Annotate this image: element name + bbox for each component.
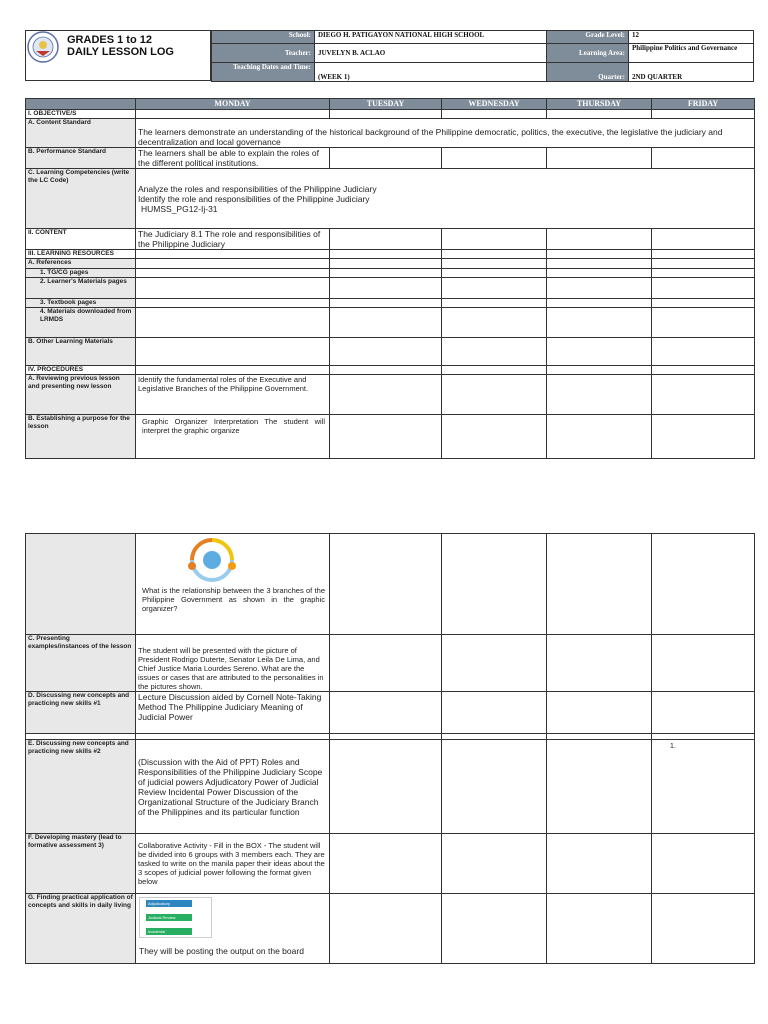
discussing-concepts-1-label: D. Discussing new concepts and practicing new skills #1 [26,692,136,734]
corner-cell [26,99,136,110]
content-standard-text: The learners demonstrate an understanding of the historical background of the Philippine democratic, politics, the executive, the legislative the judiciary and decentralization and local governance [136,119,755,148]
developing-mastery-text: Collaborative Activity - Fill in the BOX - The student will be divided into 6 groups with 3 members each. They are tasked to write on the manila paper their ideas about the 3 scopes of judicial power following the format given below [136,834,330,894]
content-standard-label: A. Content Standard [26,119,136,148]
dates-label: Teaching Dates and Time: [212,63,315,82]
title-line-1: GRADES 1 to 12 [67,34,152,46]
lesson-info-table [211,30,754,82]
page-title [67,34,174,58]
teacher-label: Teacher: [212,44,315,63]
quarter-value: 2ND QUARTER [629,63,754,82]
school-label: School: [212,31,315,44]
grade-label: Grade Level: [547,31,629,44]
textbook-pages-label: 3. Textbook pages [26,299,136,308]
establishing-purpose-text: Graphic Organizer Interpretation The student will interpret the graphic organize [136,415,330,459]
friday-item-number: 1. [652,740,755,834]
learning-competencies-text [136,169,755,229]
fill-box-incidental: Incidental [146,928,192,935]
practical-application-cell [136,894,330,964]
learners-materials-label: 2. Learner's Materials pages [26,278,136,299]
day-tuesday: TUESDAY [330,99,442,110]
procedures-heading: IV. PROCEDURES [26,366,136,375]
deped-seal-icon [27,31,59,63]
presenting-examples-label: C. Presenting examples/instances of the lesson [26,635,136,692]
competency-code: HUMSS_PG12-Ij-31 [141,203,218,214]
grade-value: 12 [629,31,754,44]
graphic-organizer-image [182,536,242,584]
competency-1: Analyze the roles and responsibilities of the Philippine Judiciary [138,183,377,194]
fill-box-adjudicatory: Adjudicatory [146,900,192,907]
tg-cg-pages-label: 1. TG/CG pages [26,269,136,278]
resources-heading: III. LEARNING RESOURCES [26,250,136,259]
dates-value: (WEEK 1) [315,63,547,82]
daily-lesson-table [25,98,755,459]
objectives-heading: I. OBJECTIVE/S [26,110,136,119]
establishing-purpose-label: B. Establishing a purpose for the lesson [26,415,136,459]
practical-application-text: They will be posting the output on the board [139,946,304,956]
discussing-concepts-1-text: Lecture Discussion aided by Cornell Note-Taking Method The Philippine Judiciary Meaning of Judicial Power [136,692,330,734]
school-value: DIEGO H. PATIGAYON NATIONAL HIGH SCHOOL [315,31,547,44]
content-heading: II. CONTENT [26,229,136,250]
quarter-label: Quarter: [547,63,629,82]
title-line-2: DAILY LESSON LOG [67,46,174,58]
performance-standard-label: B. Performance Standard [26,148,136,169]
graphic-organizer-question: What is the relationship between the 3 branches of the Philippine Government as shown in the graphic organizer? [142,586,325,613]
presenting-examples-text: The student will be presented with the picture of President Rodrigo Duterte, Senator Leila De Lima, and Chief Justice Maria Lourdes Sereno. What are the issues or cases that are attributed to the personalities in the pictures shown. [136,635,330,692]
graphic-organizer-cell [136,534,330,635]
other-materials-label: B. Other Learning Materials [26,338,136,366]
day-thursday: THURSDAY [547,99,652,110]
daily-lesson-table-continued [25,533,755,964]
reviewing-lesson-text: Identify the fundamental roles of the Executive and Legislative Branches of the Philippine Government. [136,375,330,415]
discussing-concepts-2-label: E. Discussing new concepts and practicing new skills #2 [26,740,136,834]
learning-competencies-label: C. Learning Competencies (write the LC Code) [26,169,136,229]
fill-box-diagram [139,897,212,938]
teacher-value: JUVELYN B. ACLAO [315,44,547,63]
fill-box-judicial-review: Judicial Review [146,914,192,921]
day-wednesday: WEDNESDAY [442,99,547,110]
performance-standard-text: The learners shall be able to explain the roles of the different political institutions. [136,148,330,169]
reviewing-lesson-label: A. Reviewing previous lesson and presenting new lesson [26,375,136,415]
day-monday: MONDAY [136,99,330,110]
references-label: A. References [26,259,136,269]
content-text: The Judiciary 8.1 The role and responsibilities of the Philippine Judiciary [136,229,330,250]
day-friday: FRIDAY [652,99,755,110]
developing-mastery-label: F. Developing mastery (lead to formative assessment 3) [26,834,136,894]
discussing-concepts-2-text: (Discussion with the Aid of PPT) Roles and Responsibilities of the Philippine Judiciary Scope of judicial powers Adjudicatory Power of Judicial Review Incidental Power Discussion of the Organizational Structure of the Judiciary Branch of the Philippines and its particular function [136,740,330,834]
competency-2: Identify the role and responsibilities of the Philippine Judiciary [138,193,370,204]
lrmds-materials-label: 4. Materials downloaded from LRMDS [26,308,136,338]
area-value: Philippine Politics and Governance [629,44,754,63]
area-label: Learning Area: [547,44,629,63]
practical-application-label: G. Finding practical application of concepts and skills in daily living [26,894,136,964]
